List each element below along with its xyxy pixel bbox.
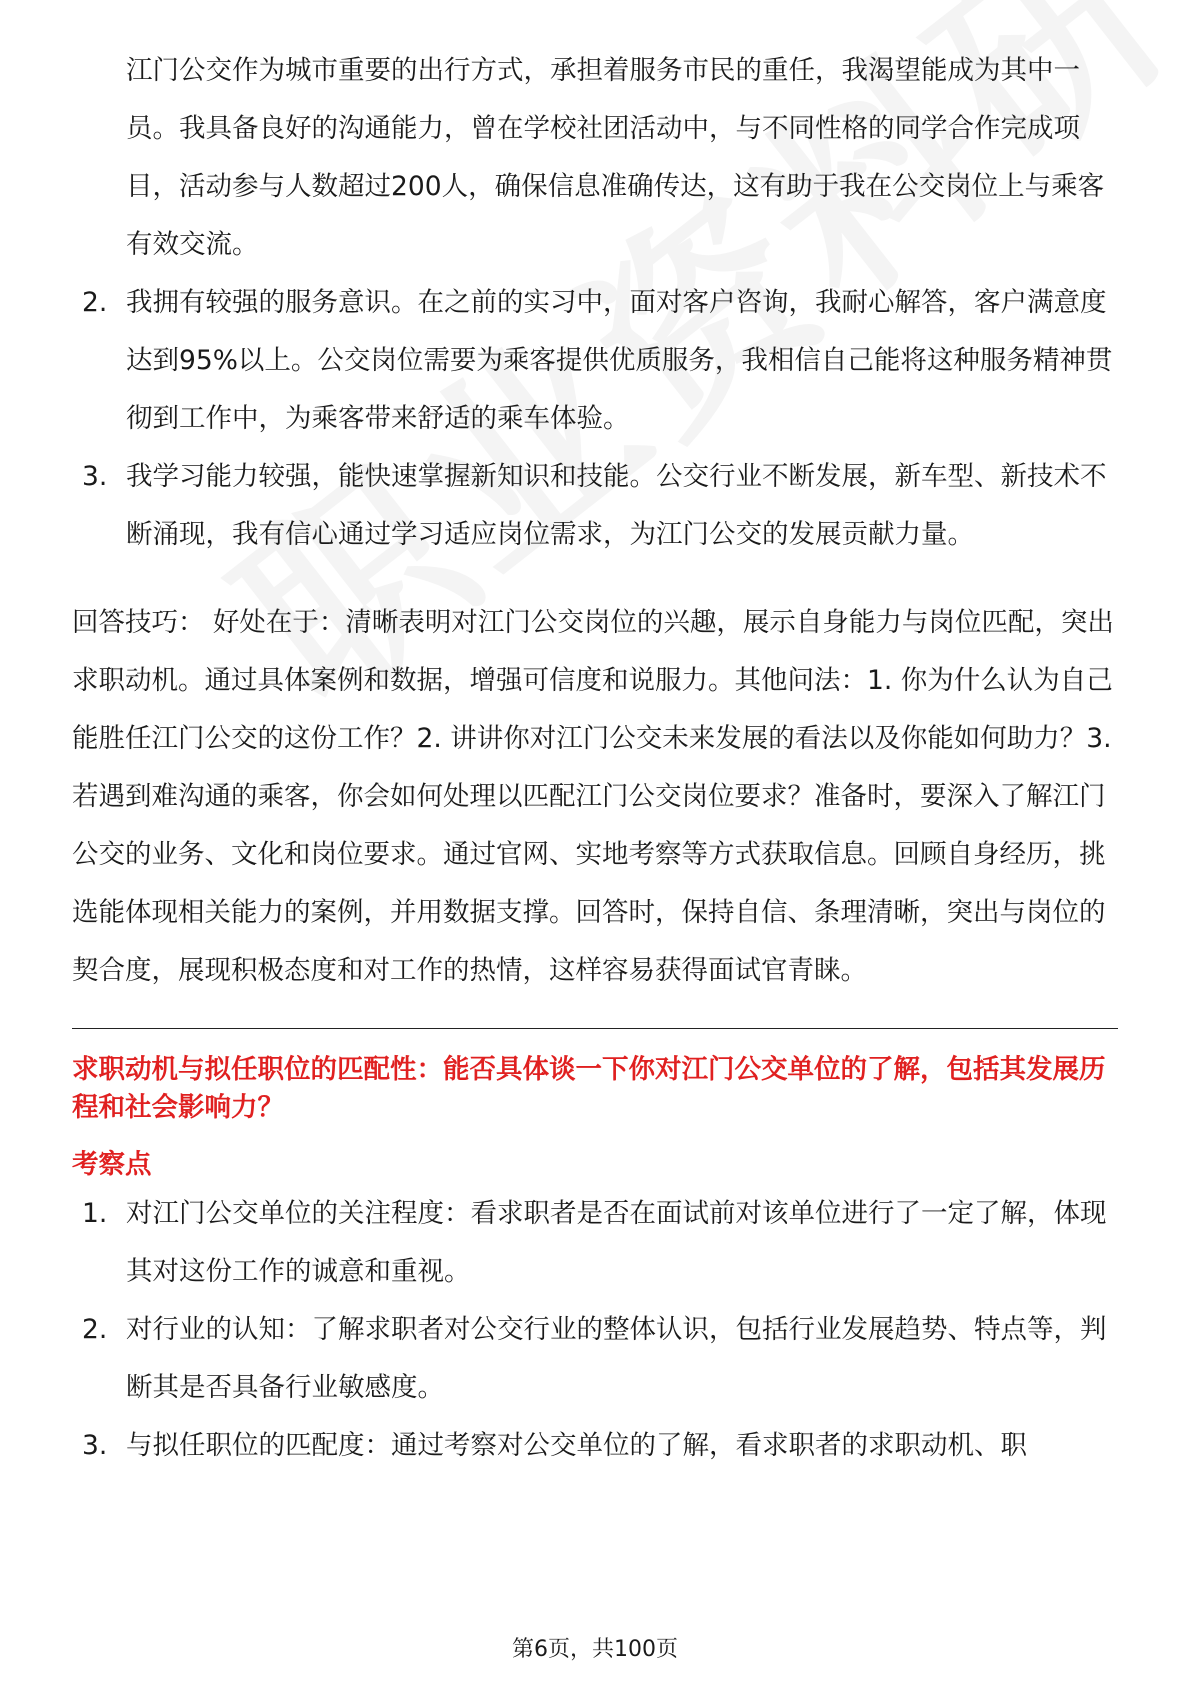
page-content [72,42,1118,1475]
list-item [72,448,1118,564]
list-item-text: 对江门公交单位的关注程度：看求职者是否在面试前对该单位进行了一定了解，体现其对这份工作的诚意和重视。 [126,1198,1107,1287]
list-item-number: 3. [82,461,108,492]
list-item [72,274,1118,448]
list-item-number: 3. [82,1430,108,1461]
list-item-text: 与拟任职位的匹配度：通过考察对公交单位的了解，看求职者的求职动机、职 [126,1430,1027,1461]
list-item-number: 1. [82,1198,108,1229]
continued-paragraph: 江门公交作为城市重要的出行方式，承担着服务市民的重任，我渴望能成为其中一员。我具备良好的沟通能力，曾在学校社团活动中，与不同性格的同学合作完成项目，活动参与人数超过200人，确保信息准确传达，这有助于我在公交岗位上与乘客有效交流。 [126,55,1105,260]
list-item [72,1417,1118,1475]
list-item-text: 对行业的认知：了解求职者对公交行业的整体认识，包括行业发展趋势、特点等，判断其是否具备行业敏感度。 [126,1314,1107,1403]
list-item [72,1185,1118,1301]
list-item-text: 我学习能力较强，能快速掌握新知识和技能。公交行业不断发展，新车型、新技术不断涌现，我有信心通过学习适应岗位需求，为江门公交的发展贡献力量。 [126,461,1107,550]
check-points-list [72,1185,1118,1475]
list-item-number: 2. [82,287,108,318]
list-item [72,1301,1118,1417]
answer-list [72,274,1118,564]
question-heading: 求职动机与拟任职位的匹配性：能否具体谈一下你对江门公交单位的了解，包括其发展历程和社会影响力？ [72,1054,1106,1123]
page-footer: 第6页，共100页 [512,1637,678,1662]
check-points-heading: 考察点 [72,1149,152,1180]
section-divider [72,1028,1118,1029]
answer-tips: 回答技巧： 好处在于：清晰表明对江门公交岗位的兴趣，展示自身能力与岗位匹配，突出求职动机。通过具体案例和数据，增强可信度和说服力。其他问法：1. 你为什么认为自己能胜任江门公交的这份工作？2. 讲讲你对江门公交未来发展的看法以及你能如何助力？3. 若遇到难沟通的乘客，你会如何处理以匹配江门公交岗位要求？准备时，要深入了解江门公交的业务、文化和岗位要求。通过官网、实地考察等方式获取信息。回顾自身经历，挑选能体现相关能力的案例，并用数据支撑。回答时，保持自信、条理清晰，突出与岗位的契合度，展现积极态度和对工作的热情，这样容易获得面试官青睐。 [72,607,1114,986]
list-item-number: 2. [82,1314,108,1345]
list-item-text: 我拥有较强的服务意识。在之前的实习中，面对客户咨询，我耐心解答，客户满意度达到95%以上。公交岗位需要为乘客提供优质服务，我相信自己能将这种服务精神贯彻到工作中，为乘客带来舒适的乘车体验。 [126,287,1113,434]
